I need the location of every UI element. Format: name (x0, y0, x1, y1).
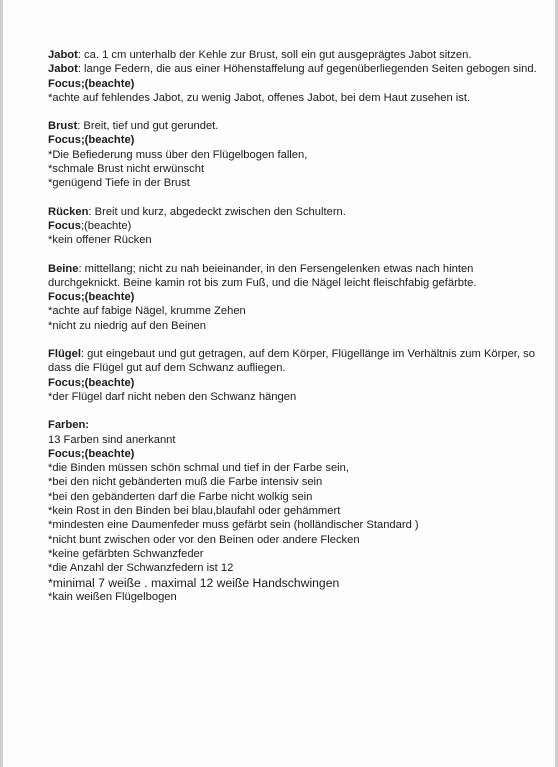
note-item: *schmale Brust nicht erwünscht (48, 163, 205, 176)
note-item: *die Anzahl der Schwanzfedern ist 12 (48, 562, 234, 575)
focus-label: Focus;(beachte) (48, 376, 135, 389)
note-item: *kein offener Rücken (48, 234, 152, 247)
entry-text: : Breit und kurz, abgedeckt zwischen den Schultern. (88, 205, 346, 218)
document-body (48, 48, 543, 618)
focus-label-rest: ;(beachte) (80, 219, 132, 232)
note-item: *bei den gebänderten darf die Farbe nicht wolkig sein (48, 490, 313, 503)
heading-jabot: Jabot (48, 63, 78, 76)
heading-beine: Beine (48, 262, 79, 275)
heading-farben: Farben: (48, 419, 90, 432)
heading-brust: Brust (48, 120, 78, 133)
entry-fluegel (48, 347, 543, 376)
focus-label-bold: Focus (48, 219, 81, 232)
entry-beine (48, 262, 543, 291)
farben-subline: 13 Farben sind anerkannt (48, 433, 176, 446)
note-item: *die Binden müssen schön schmal und tief in der Farbe sein, (48, 462, 349, 475)
note-item: *der Flügel darf nicht neben den Schwanz hängen (48, 390, 297, 403)
section-jabot (48, 48, 543, 105)
focus-label (48, 219, 543, 233)
entry-text: : Breit, tief und gut gerundet. (77, 120, 219, 133)
note-item: *achte auf fabige Nägel, krumme Zehen (48, 305, 246, 318)
note-item: *bei den nicht gebänderten muß die Farbe intensiv sein (48, 476, 323, 489)
note-item: *mindesten eine Daumenfeder muss gefärbt sein (holländischer Standard ) (48, 519, 419, 532)
entry-jabot-position (48, 48, 543, 62)
heading-jabot: Jabot (48, 49, 78, 61)
note-item: *kein Rost in den Binden bei blau,blaufahl oder gehämmert (48, 505, 341, 518)
section-fluegel (48, 347, 543, 404)
note-item: *Die Befiederung muss über den Flügelbogen fallen, (48, 148, 308, 161)
section-ruecken (48, 205, 543, 248)
note-item: *nicht zu niedrig auf den Beinen (48, 319, 206, 332)
focus-label: Focus;(beachte) (48, 134, 135, 147)
section-farben (48, 418, 543, 604)
focus-label: Focus;(beachte) (48, 447, 135, 460)
section-brust (48, 119, 543, 190)
entry-text: : mittellang; nicht zu nah beieinander, in den Fersengelenken etwas nach hinten durchgeknickt. Beine kamin rot bis zum Fuß, und die Nägel leicht fleischfabig gefärbte. (48, 262, 477, 289)
entry-ruecken (48, 205, 543, 219)
heading-fluegel: Flügel (48, 348, 81, 361)
entry-brust (48, 119, 543, 133)
note-item: *genügend Tiefe in der Brust (48, 177, 190, 190)
note-item: *keine gefärbten Schwanzfeder (48, 547, 204, 560)
entry-text: : lange Federn, die aus einer Höhenstaffelung auf gegenüberliegenden Seiten gebogen sind. (77, 63, 537, 76)
note-item-emphasized: *minimal 7 weiße . maximal 12 weiße Handschwingen (48, 575, 340, 590)
entry-text: : ca. 1 cm unterhalb der Kehle zur Brust, soll ein gut ausgeprägtes Jabot sitzen. (77, 49, 472, 61)
entry-text: : gut eingebaut und gut getragen, auf dem Körper, Flügellänge im Verhältnis zum Körper, so dass die Flügel gut auf dem Schwanz aufliegen. (48, 348, 535, 375)
note-item: *kain weißen Flügelbogen (48, 590, 177, 603)
heading-ruecken: Rücken (48, 205, 89, 218)
entry-jabot-feathers (48, 62, 543, 76)
focus-label: Focus;(beachte) (48, 77, 135, 90)
section-beine (48, 262, 543, 333)
scan-edge-left (0, 0, 3, 767)
note-item: *achte auf fehlendes Jabot, zu wenig Jabot, offenes Jabot, bei dem Haut zusehen ist. (48, 91, 471, 104)
focus-label: Focus;(beachte) (48, 291, 135, 304)
note-item: *nicht bunt zwischen oder vor den Beinen oder andere Flecken (48, 533, 360, 546)
